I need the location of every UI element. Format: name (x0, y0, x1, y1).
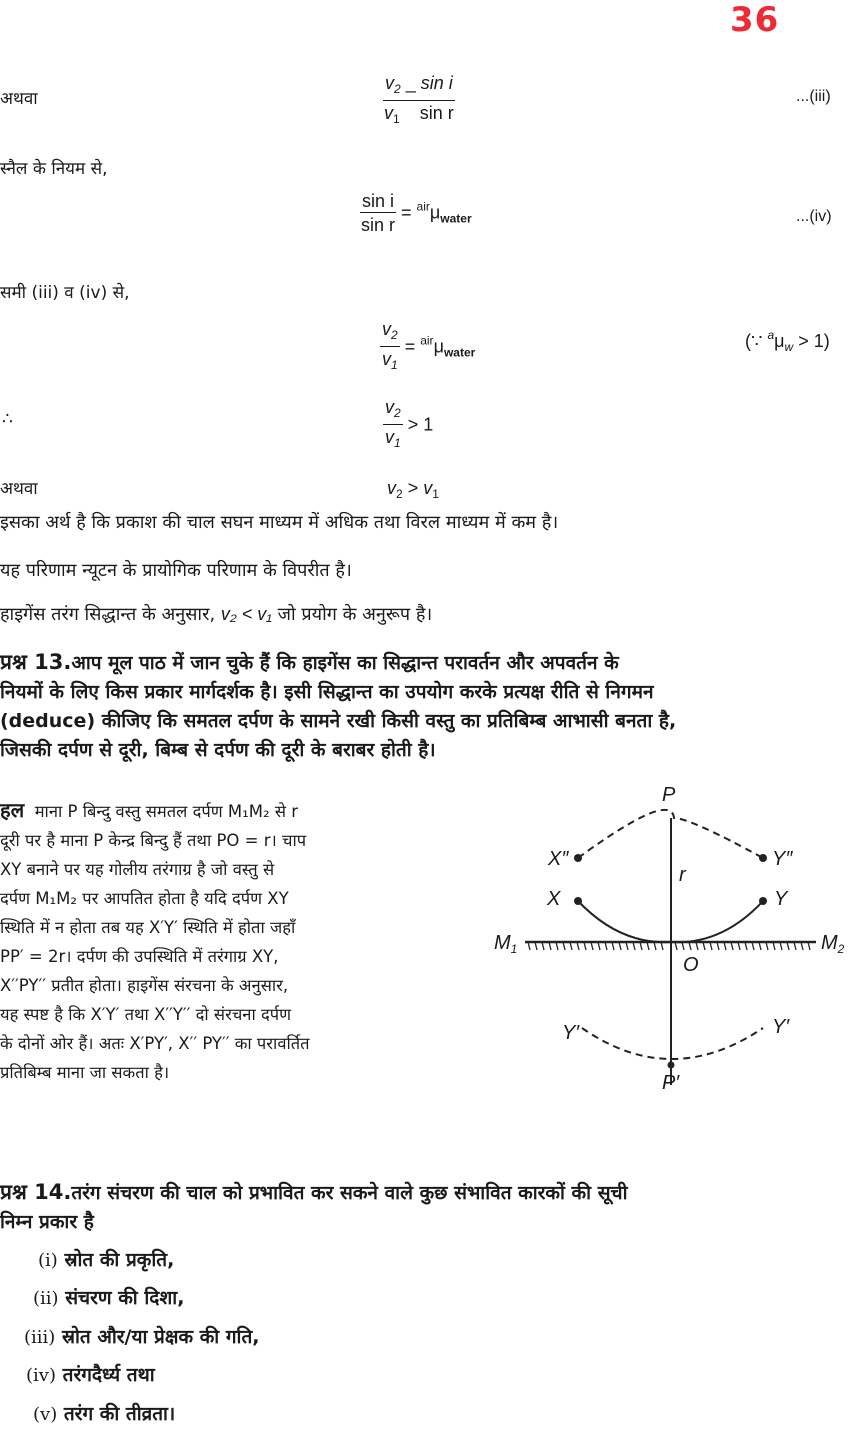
question-13: प्रश्न 13.आप मूल पाठ में जान चुके हैं कि हाइगेंस का सिद्धान्त परावर्तन और अपवर्तन के नियमों के लिए किस प्रकार मार्गदर्शक है। इसी सिद्धान्त का उपयोग करके प्रत्यक्ष रीति से निगमन (deduce) कीजिए कि समतल दर्पण के सामने रखी किसी वस्तु का प्रतिबिम्ब आभासी बनता है, जिसकी दर्पण से दूरी, बिम्ब से दर्पण की दूरी के बराबर होती है। (0, 650, 677, 761)
conclusion-line-1: इसका अर्थ है कि प्रकाश की चाल सघन माध्यम में अधिक तथा विरल माध्यम में कम है। (0, 512, 559, 533)
equation-note: (∵ $^a\mu_w > 1$) (745, 328, 830, 354)
equation-v2-gt-v1: $v_2 > v_1$ (387, 478, 439, 501)
solution-13: हल माना P बिन्दु वस्तु समतल दर्पण M₁M₂ से r दूरी पर है माना P केन्द्र बिन्दु हैं तथा PO = r। चाप XY बनाने पर यह गोलीय तरंगाग्र है जो वस्तु से दर्पण M₁M₂ पर आपतित होता है यदि दर्पण XY स्थिति में न होता तब यह X′Y′ स्थिति में होता जहाँ PP′ = 2r। दर्पण की उपस्थिति में तरंगाग्र XY, X′′PY′′ प्रतीत होता। हाइगेंस संरचना के अनुसार, यह स्पष्ट है कि X′Y′ तथा X′′Y′′ दो संरचना दर्पण के दोनों ओर हैं। अतः X′PY′, X′′ PY′′ का परावर्तित प्रतिबिम्ब माना जा सकता है। (0, 798, 310, 1082)
equation-iv: $\frac{\text{sin i}}{\text{sin r}}$ = $^{air}\mu_{water}$ (361, 191, 472, 235)
label-Y-prime: Y′ (772, 1016, 790, 1038)
question-14-label: प्रश्न 14. (0, 1180, 72, 1204)
solution-label: हल (0, 798, 25, 822)
label-r: r (679, 864, 686, 886)
equation-ref-iii: ...(iii) (796, 88, 831, 105)
derivation-label-or-2: अथवा (0, 479, 38, 499)
list-item: (iv) तरंगदैर्ध्य तथा (26, 1364, 155, 1386)
equation-ref-iv: ...(iv) (796, 208, 832, 225)
label-Y: Y (774, 888, 788, 910)
equation-iii: $\frac{v_2 \_ \sin i}{v_1 \sin r}$ (384, 73, 454, 126)
snell-law-label: स्नैल के नियम से, (0, 159, 108, 179)
diagram-svg (490, 780, 854, 1100)
label-M2: $M_2$ (821, 932, 845, 956)
page-number: 36 (730, 0, 780, 40)
label-M1: $M_1$ (494, 932, 518, 956)
label-X-prime: Y′ (562, 1022, 580, 1044)
from-equations-label: समी (iii) व (iv) से, (0, 283, 130, 303)
list-item: (i) स्रोत की प्रकृति, (38, 1249, 175, 1271)
list-item: (ii) संचरण की दिशा, (33, 1287, 185, 1309)
question-14: प्रश्न 14.तरंग संचरण की चाल को प्रभावित कर सकने वाले कुछ संभावित कारकों की सूची निम्न प्रकार है (0, 1180, 628, 1233)
label-P: P (662, 784, 676, 806)
label-Y-double-prime: Y″ (772, 848, 793, 870)
derivation-label-or-1: अथवा (0, 89, 38, 109)
label-X-double-prime: X″ (548, 848, 569, 870)
question-13-label: प्रश्न 13. (0, 650, 72, 674)
label-O: O (683, 954, 699, 976)
equation-velocity-ratio: $\frac{v_2}{v_1}$ = $^{air}\mu_{water}$ (382, 319, 476, 372)
label-P-prime: P′ (662, 1072, 680, 1094)
list-item: (v) तरंग की तीव्रता। (33, 1403, 176, 1425)
list-item: (iii) स्रोत और/या प्रेक्षक की गति, (24, 1326, 260, 1348)
label-X: X (547, 888, 561, 910)
plane-mirror-wavefront-diagram (490, 780, 854, 1100)
equation-ratio-gt-1: $\frac{v_2}{v_1}$ > 1 (385, 397, 434, 450)
therefore-symbol: ∴ (2, 409, 13, 429)
conclusion-line-3: हाइगेंस तरंग सिद्धान्त के अनुसार, v₂ < v₁ जो प्रयोग के अनुरूप है। (0, 604, 433, 625)
conclusion-line-2: यह परिणाम न्यूटन के प्रायोगिक परिणाम के विपरीत है। (0, 560, 352, 581)
